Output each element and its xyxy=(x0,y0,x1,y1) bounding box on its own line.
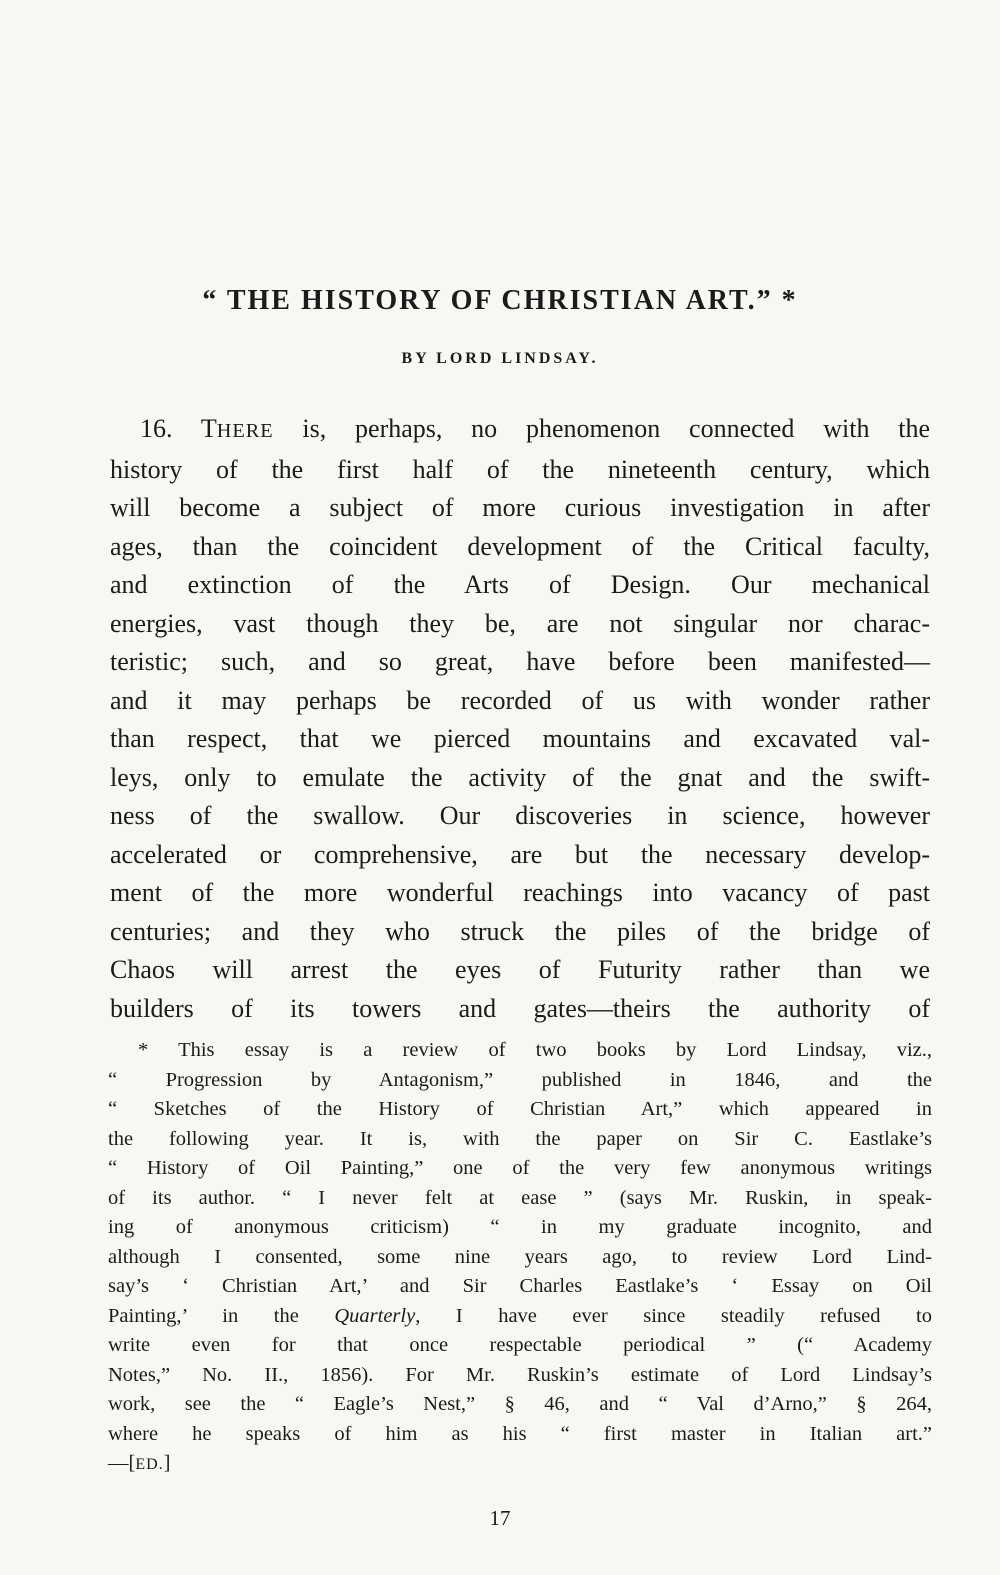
footnote-line: “ History of Oil Painting,” one of the very few anonymous writings xyxy=(108,1157,932,1179)
paragraph-line: than respect, that we pierced mountains and excavated val- xyxy=(110,724,930,753)
paragraph-line: and extinction of the Arts of Design. Our mechanical xyxy=(110,570,930,599)
line-text: is, perhaps, no phenomenon connected with the xyxy=(273,414,930,443)
paragraph-line: accelerated or comprehensive, are but the necessary develop- xyxy=(110,839,930,869)
small-caps-ed: ED. xyxy=(135,1456,164,1473)
line-text: , I have ever since steadily refused to xyxy=(415,1304,932,1327)
footnote-line: “ Sketches of the History of Christian Art,” which appeared in xyxy=(108,1098,932,1120)
footnote-line: write even for that once respectable periodical ” (“ Academy xyxy=(108,1334,932,1356)
paragraph-line: will become a subject of more curious investigation in after xyxy=(110,493,930,522)
italic-quarterly: Quarterly xyxy=(334,1304,416,1327)
footnote-line: say’s ‘ Christian Art,’ and Sir Charles Eastlake’s ‘ Essay on Oil xyxy=(108,1275,932,1297)
paragraph-line: and it may perhaps be recorded of us with wonder rather xyxy=(110,685,930,715)
footnote-line: * This essay is a review of two books by Lord Lindsay, viz., xyxy=(138,1039,932,1061)
footnote-line: “ Progression by Antagonism,” published in 1846, and the xyxy=(108,1068,932,1091)
byline: BY LORD LINDSAY. xyxy=(401,350,599,367)
page-title: “ THE HISTORY OF CHRISTIAN ART.” * xyxy=(202,284,798,316)
paragraph-line: energies, vast though they be, are not singular nor charac- xyxy=(110,608,930,638)
footnote-line: of its author. “ I never felt at ease ” (says Mr. Ruskin, in speak- xyxy=(108,1186,932,1209)
paragraph-line: history of the first half of the nineteenth century, which xyxy=(110,454,930,484)
footnote-line: although I consented, some nine years ago, to review Lord Lind- xyxy=(108,1245,932,1268)
footnote-line: the following year. It is, with the paper on Sir C. Eastlake’s xyxy=(108,1127,932,1150)
footnote-line: work, see the “ Eagle’s Nest,” § 46, and “ Val d’Arno,” § 264, xyxy=(108,1393,932,1415)
paragraph-line: teristic; such, and so great, have before been manifested— xyxy=(110,647,930,676)
paragraph-line: builders of its towers and gates—theirs the authority of xyxy=(110,993,930,1023)
paragraph-line: ness of the swallow. Our discoveries in science, however xyxy=(110,801,930,830)
paragraph-line: leys, only to emulate the activity of the gnat and the swift- xyxy=(110,762,930,792)
paragraph-line: ment of the more wonderful reachings into vacancy of past xyxy=(110,878,930,907)
paragraph-line: centuries; and they who struck the piles of the bridge of xyxy=(110,916,930,946)
paragraph-line: Chaos will arrest the eyes of Futurity rather than we xyxy=(110,955,930,984)
paragraph-line xyxy=(110,410,930,451)
footnote-line: Notes,” No. II., 1856). For Mr. Ruskin’s estimate of Lord Lindsay’s xyxy=(108,1363,932,1386)
footnote xyxy=(108,1036,932,1480)
line-text: Painting,’ in the xyxy=(108,1304,335,1327)
footnote-line: ing of anonymous criticism) “ in my graduate incognito, and xyxy=(108,1216,932,1238)
line-text: ] xyxy=(163,1452,171,1474)
paragraph-line: ages, than the coincident development of the Critical faculty, xyxy=(110,531,930,561)
page-number: 17 xyxy=(489,1506,511,1530)
footnote-line xyxy=(108,1302,932,1332)
main-paragraph xyxy=(110,410,930,1028)
footnote-line: where he speaks of him as his “ first master in Italian art.” xyxy=(108,1422,932,1445)
section-number: 16. T xyxy=(140,414,217,443)
line-text: —[ xyxy=(108,1452,136,1474)
footnote-editor-line xyxy=(108,1449,932,1480)
small-caps-word: HERE xyxy=(216,420,274,442)
